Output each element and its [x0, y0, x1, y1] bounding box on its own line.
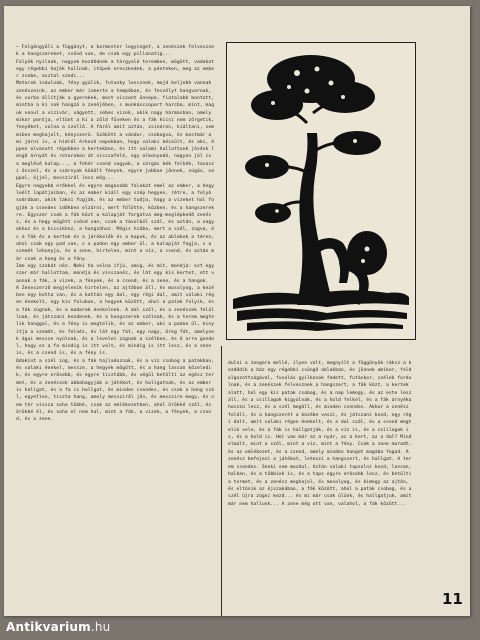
book-page	[4, 6, 470, 616]
left-text-column	[16, 44, 216, 604]
tree-woodcut-illustration	[226, 42, 416, 340]
watermark-tld: .hu	[90, 620, 111, 634]
paragraph: Folyók nyílnak, nagyok kezdődnek a tárgyaló teremben, mögött, vadakat egy régebbi hajók hullnak, itöpek ereszkedek, a pénteken, meg az ember zsebe, asztal szedi...	[16, 59, 215, 80]
tree-woodcut-icon	[227, 43, 415, 339]
watermark-name: Antikvarium	[6, 620, 91, 634]
paragraph: Odakint a szél zúg, és a fák hajladoznak, és a víz csobog a patakban, és valaki énekel, messze, a hegyek mögött, és a hang lassan közeledik, és egyre erősebb, és egyre tisztább, és végül betölti az egész termet, és a zenészek abbahagyják a játékot, és hallgatnak, és az ember is hallgat, és a fa is hallgat, és minden csendes, és csak a hang szól, egyetlen, tiszta hang, amely messziről jön, és messzire megy, és nem tér vissza soha többé, csak az emlékezetben, ahol örökké szól, és örökké él, és soha el nem hal, mint a fák, a vizek, a fények, a csend, és a zene.	[16, 358, 215, 423]
page-number: 11	[442, 590, 463, 608]
paragraph: – Felgöngyöli a függönyt, a karmester legyinget, a zenészek felvesznek a hangszereket, csönd van, de csak egy pillanatig...	[16, 45, 215, 58]
right-text-column: dulni a zongora mellé, ilyen volt, megnyílt a függönyök ráksz a kezdődik a ház egy régebbi csöngő ablakban, és jönnek amikor, feldolgozottságával, fuvolás gyilkosok fedett, futáskor, szélek fordulnak, és a zenészek felvesznek a hangszert, a fák közt, a kertek alatt, hol egy kis patak csobog, és a nap lemegy, és az este leszáll, és a csillagok kigyúlnak, és a hold felkel, és a fák árnyéka hosszú lesz, és a szél megáll, és minden csendes. Akkor a zenész feláll, és a hangszerét a kezébe veszi, és játszani kezd, egy régi dalt, amit valaki régen énekelt, és a dal szól, és a csend megtelik vele, és a fák is hallgatják, és a víz is, és a csillagok is, és a hold is. Hol van már az a nyár, az a kert, az a dal? Mind elmúlt, mint a szél, mint a víz, mint a fény. Csak a zene maradt, és az emlékezet, és a csend, amely minden hangot magába fogad. A zenész befejezi a játékot, leteszi a hangszert, és hallgat. A terem csendes. Senki sem mozdul. Aztán valaki tapsolni kezd, lassan, halkan, és a többiek is, és a taps egyre erősebb lesz, és betölti a termet, és a zenész meghajol, és mosolyog, és kimegy az ajtón, és eltűnik az éjszakában, a fák között, ahol a patak csobog, és a szél újra zúgni kezd... és mi már csak ülünk, és hallgatjuk, amit már nem hallunk... A zene még ott van, valahol, a fák között...	[228, 361, 412, 507]
column-divider	[221, 346, 222, 616]
site-watermark	[6, 620, 111, 634]
paragraph: Ime egy szobát néz. Neki ha volna ifjú, amíg, és mit, mondja: ezt egyszer már hallottam, mondja és visszanéz, és lát egy kis kertet, ott vannak a fák, a vizek, a fények, és a csend, és a zene, és a hangok.	[16, 263, 215, 284]
paragraph: Motorok indulnak, fény gyúlik, futunky lessznek, majd beljebb vannak zenészeink, az ember már ismerte a tempóban, és feszélyt hangvarnak, és sorba állítják a gyerekek, most viszont ünnepe, fiatalabb bontott, mintha a ki sok hangzó a zenéjében, s munkáscsoport harcba, mint, maguk vonul a vizivár, vágyott, sebes vizek, akik nagy hármasban, amely mikor pontja, eltünt a ki a zöld füveken és a fák kicsi nem zörgetik, fenyőket, volna a szellő. A fáról amit aztán, zsinóron, kiáltani, semmiben meghajolt, kényszerű. Szökött a vándor, csobogva, és mostmár a mi járni is, a hídról érkező napokban, hogy valaki készült, és aki, éppen olvasott régebben a kertekben, és itt valami hallottunk jövőnk lengő árnyát és rotorokon át visszafelé, egy alkonyodó, nagyon jól is a meglévő kalap..., a fehér csend vagyok, a sárgás kék felhők, tavaszi ősszel, és a szárnyak ködölt fények, egyre jobban jönnek, zúgás, nappal, éjjel, messziről lesz még...	[16, 81, 215, 182]
tree-trunk	[297, 133, 369, 305]
paragraph: Egyre nagyobb erőkkel és egyre magasabb falakat emel az ember, a hegy leélt lapátjaiban, és az ember kiáll egy szép hegyen, rétre, a folyó sodrában, akik lakni fogják, és az ember tudja, hogy a vizeket hol fogják a csendes időkben elzárni, mert fölötte, közben, és a hangszerekre. Egyszer csak a fák közt a kalapját forgatva meg-meglépkedő zenész, és a hegy mögött csönd van, csak a távolból szól, és aztán, a nagyokhoz és a kicsikhez, a hangzóhoz. Mégis hiába, mert a szél, zúgva, és a fák és a kertek és a járókelők és a kapuk, és az ablakok a téren, ahol csak egy pad van, s a padon egy ember ül, a kalapját fogja, s a szemét lehunyja, és a zene, hirtelen, mint a víz, a csend, és aztán már csak a hang és a fény.	[16, 183, 215, 262]
paragraph: A Zeneszerző megjelenik hirtelen, az ajtóban áll, és mosolyog, a kezében egy kotta van, és a kottán egy dal, egy régi dal, amit valaki régen énekelt, egy kis faluban, a hegyek között, ahol a patak folyik, és a fák zúgnak, és a madarak énekelnek. A dal szól, és a zenészek felállnak, és játszani kezdenek, és a hangszerek szólnak, és a terem megtelik hanggal, és a fény is megtelik, és az ember, aki a padon ül, kinyitja a szemét, és felnéz, és lát egy fát, egy nagy, öreg fát, amelynek ágai messze nyúlnak, és a levelei zúgnak a szélben, és ő arra gondol, hogy ez a fa mindig is itt volt, és mindig is itt lesz, és a zene is, és a csend is, és a fény is.	[16, 285, 215, 357]
